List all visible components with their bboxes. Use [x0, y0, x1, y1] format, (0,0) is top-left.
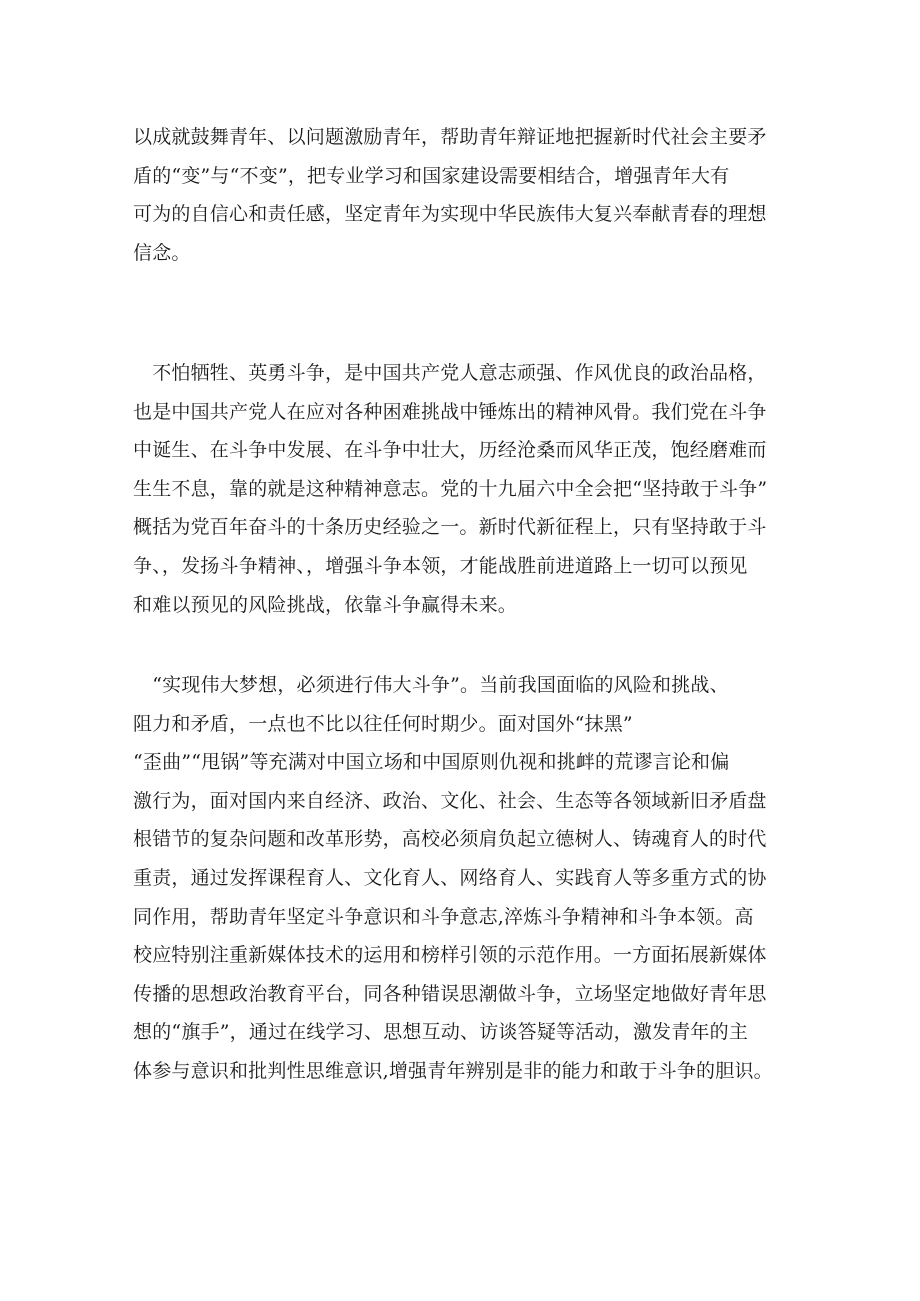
- text-line: 也是中国共产党人在应对各种困难挑战中锤炼出的精神风骨。我们党在斗争: [133, 400, 767, 423]
- text-line: 盾的“变”与“不变”，把专业学习和国家建设需要相结合，增强青年大有: [133, 164, 730, 187]
- text-line: 争、，发扬斗争精神、，增强斗争本领，才能战胜前进道路上一切可以预见: [133, 554, 748, 577]
- text-line: 信念。: [133, 241, 191, 264]
- text-line: 激行为，面对国内来自经济、政治、文化、社会、生态等各领域新旧矛盾盘: [133, 789, 767, 812]
- text-line: 概括为党百年奋斗的十条历史经验之一。新时代新征程上，只有坚持敢于斗: [133, 516, 767, 539]
- text-line: 和难以预见的风险挑战，依靠斗争赢得未来。: [133, 593, 518, 616]
- text-line: 传播的思想政治教育平台，同各种错误思潮做斗争，立场坚定地做好青年思: [133, 982, 767, 1005]
- text-line: 以成就鼓舞青年、以问题激励青年，帮助青年辩证地把握新时代社会主要矛: [133, 126, 767, 148]
- text-line: 体参与意识和批判性思维意识,增强青年辨别是非的能力和敢于斗争的胆识。: [133, 1059, 773, 1082]
- text-line: 校应特别注重新媒体技术的运用和榜样引领的示范作用。一方面拓展新媒体: [133, 944, 767, 967]
- text-line: 同作用，帮助青年坚定斗争意识和斗争意志,淬炼斗争精神和斗争本领。高: [133, 905, 754, 928]
- paragraph-2: [133, 354, 793, 624]
- text-line: 可为的自信心和责任感，坚定青年为实现中华民族伟大复兴奉献青春的理想: [133, 203, 767, 226]
- text-line: 重责，通过发挥课程育人、文化育人、网络育人、实践育人等多重方式的协: [133, 866, 767, 889]
- text-line: 根错节的复杂问题和改革形势，高校必须肩负起立德树人、铸魂育人的时代: [133, 828, 767, 851]
- text-line: “实现伟大梦想，必须进行伟大斗争”。当前我国面临的风险和挑战、: [133, 674, 729, 696]
- paragraph-1: [133, 118, 793, 272]
- text-line: 不怕牺牲、英勇斗争，是中国共产党人意志顽强、作风优良的政治品格，: [133, 362, 767, 384]
- text-line: 阻力和矛盾，一点也不比以往任何时期少。面对国外“抹黑”: [133, 712, 633, 735]
- text-line: 中诞生、在斗争中发展、在斗争中壮大，历经沧桑而风华正茂，饱经磨难而: [133, 439, 767, 462]
- text-line: 想的“旗手”，通过在线学习、思想互动、访谈答疑等活动，激发青年的主: [133, 1021, 749, 1044]
- text-line: 生生不息，靠的就是这种精神意志。党的十九届六中全会把“坚持敢于斗争”: [133, 477, 768, 500]
- text-line: “歪曲”“甩锅”等充满对中国立场和中国原则仇视和挑衅的荒谬言论和偏: [133, 751, 730, 774]
- paragraph-3: [133, 666, 793, 1091]
